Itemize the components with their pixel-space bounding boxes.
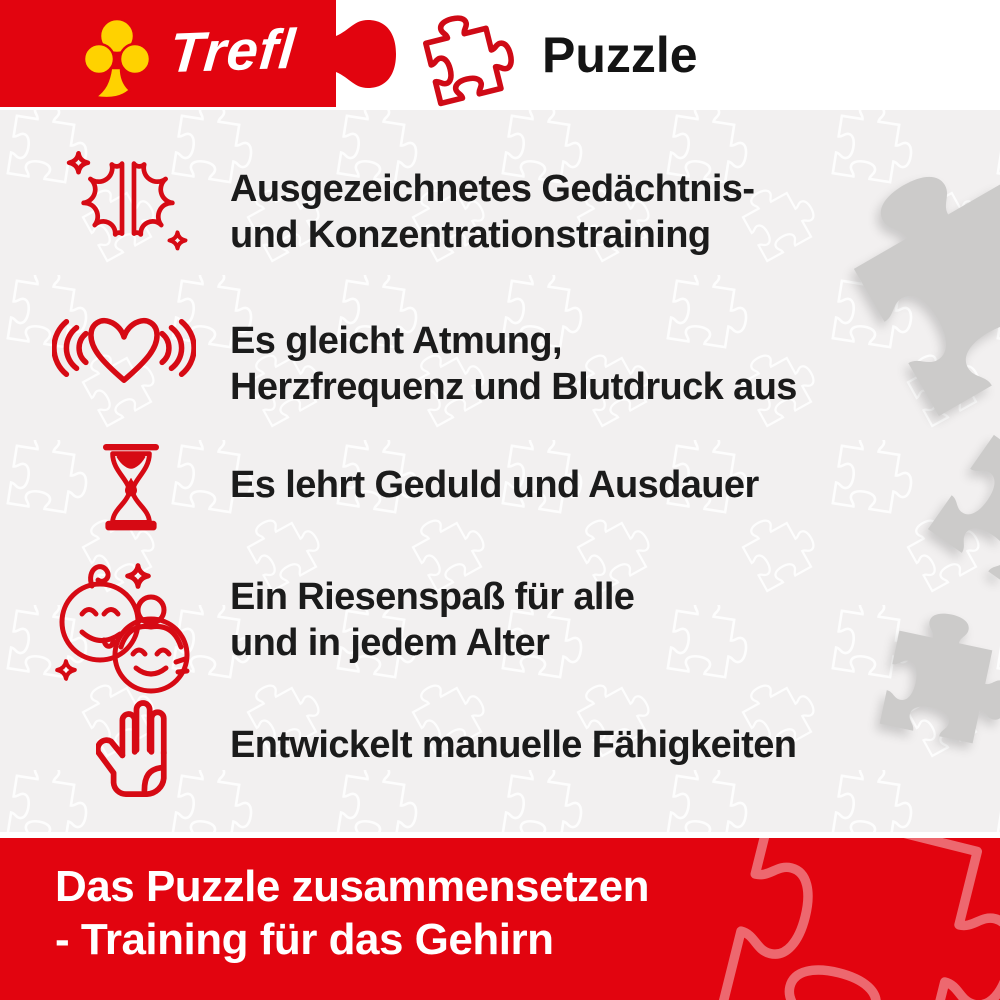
happy-faces-icon: [48, 550, 200, 707]
benefit-line: Ein Riesenspaß für alle: [230, 576, 635, 618]
benefit-line: Ausgezeichnetes Gedächtnis-: [230, 168, 755, 210]
beating-heart-icon: [52, 298, 196, 403]
footer-text: [55, 860, 649, 966]
hand-icon: [96, 696, 184, 811]
gray-puzzle-piece: [880, 605, 1000, 749]
gray-puzzle-piece: [830, 119, 1000, 416]
benefit-line: Herzfrequenz und Blutdruck aus: [230, 366, 797, 408]
brand-logo-text: Trefl: [167, 16, 299, 85]
header: [0, 0, 1000, 110]
footer-line: - Training für das Gehirn: [55, 915, 554, 964]
benefit-text: [230, 166, 754, 258]
footer-banner: [0, 838, 1000, 1000]
benefit-text: [230, 574, 634, 666]
benefit-text: [230, 462, 759, 508]
benefits-section: [0, 110, 1000, 832]
brain-sparkles-icon: [64, 144, 192, 265]
benefit-line: Entwickelt manuelle Fähigkeiten: [230, 724, 797, 766]
benefit-line: Es gleicht Atmung,: [230, 320, 562, 362]
product-type-label: Puzzle: [542, 27, 698, 83]
benefit-line: Es lehrt Geduld und Ausdauer: [230, 464, 759, 506]
benefit-text: [230, 318, 797, 410]
gray-puzzle-piece: [928, 409, 1000, 614]
benefit-text: [230, 722, 796, 768]
hourglass-icon: [90, 440, 172, 541]
puzzle-piece-icon: [420, 8, 520, 108]
footer-line: Das Puzzle zusammensetzen: [55, 862, 649, 911]
benefit-line: und in jedem Alter: [230, 622, 550, 664]
benefit-line: und Konzentrationstraining: [230, 214, 711, 256]
